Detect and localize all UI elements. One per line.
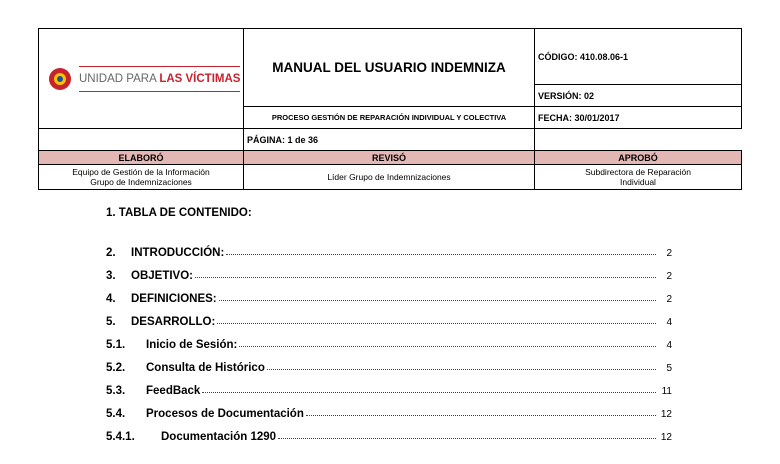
toc-entry[interactable] [106, 351, 672, 374]
toc-entry-page: 12 [660, 409, 672, 420]
toc-dot-leader [226, 254, 656, 255]
colombia-seal-icon [49, 68, 71, 90]
toc-entry-page: 12 [660, 432, 672, 443]
toc-entry-page: 2 [666, 271, 672, 282]
process-name: PROCESO GESTIÓN DE REPARACIÓN INDIVIDUAL Y COLECTIVA [271, 113, 507, 122]
elaboro-value [39, 165, 244, 190]
signature-values-row [39, 165, 742, 190]
process-cell [244, 107, 535, 129]
logo-prefix: UNIDAD PARA [79, 72, 160, 85]
logo-cell [39, 29, 244, 129]
toc-entry-number: 5.1. [106, 339, 126, 351]
toc-entry[interactable] [106, 236, 672, 259]
toc-entry[interactable] [106, 305, 672, 328]
aprobo-value [535, 165, 742, 190]
toc-entry-number: 4. [106, 293, 116, 305]
logo-strong: LAS VÍCTIMAS [159, 72, 241, 85]
toc-dot-leader [219, 300, 656, 301]
toc-entry-page: 11 [661, 386, 672, 397]
toc-entry-title: DEFINICIONES: [131, 293, 217, 305]
toc-entry[interactable] [106, 259, 672, 282]
title-cell [244, 29, 535, 107]
unidad-victimas-logo [39, 66, 243, 92]
toc-entry-page: 5 [666, 363, 672, 374]
elaboro-line-1: Equipo de Gestión de la Información [72, 167, 210, 177]
document-header-table [38, 28, 742, 190]
toc-entry-number: 5.4. [106, 408, 126, 420]
toc-entry-number: 5. [106, 316, 116, 328]
elaboro-label: ELABORÓ [39, 151, 244, 165]
toc-dot-leader [239, 346, 656, 347]
toc-entry[interactable] [106, 420, 672, 443]
logo-cell-bottom [39, 129, 244, 151]
toc-entry[interactable] [106, 374, 672, 397]
version-cell: VERSIÓN: 02 [535, 85, 742, 107]
aprobo-label: APROBÓ [535, 151, 742, 165]
toc-entry-number: 5.3. [106, 385, 126, 397]
toc-entry-title: FeedBack [146, 385, 201, 397]
toc-entry-title: Consulta de Histórico [146, 362, 265, 374]
fecha-cell: FECHA: 30/01/2017 [535, 107, 742, 129]
aprobo-line-2: Individual [620, 177, 656, 187]
document-title: MANUAL DEL USUARIO INDEMNIZA [272, 59, 506, 75]
toc-entry-page: 4 [666, 340, 672, 351]
toc-heading: 1. TABLA DE CONTENIDO: [106, 207, 252, 219]
toc-entry-number: 3. [106, 270, 116, 282]
logo-text [79, 66, 240, 92]
toc-dot-leader [195, 277, 656, 278]
toc-entry-page: 2 [666, 248, 672, 259]
toc-entry-title: DESARROLLO: [131, 316, 216, 328]
table-of-contents [106, 236, 672, 443]
signature-header-row [39, 151, 742, 165]
toc-entry[interactable] [106, 282, 672, 305]
toc-entry-title: INTRODUCCIÓN: [131, 247, 225, 259]
toc-entry-title: OBJETIVO: [131, 270, 193, 282]
toc-entry-title: Documentación 1290 [161, 431, 277, 443]
toc-entry-title: Inicio de Sesión: [146, 339, 238, 351]
pagina-cell: PÁGINA: 1 de 36 [244, 129, 535, 151]
toc-dot-leader [278, 438, 656, 439]
toc-entry[interactable] [106, 397, 672, 420]
toc-dot-leader [306, 415, 656, 416]
aprobo-line-1: Subdirectora de Reparación [585, 167, 691, 177]
reviso-value: Líder Grupo de Indemnizaciones [244, 165, 535, 190]
toc-entry-page: 2 [666, 294, 672, 305]
toc-entry[interactable] [106, 328, 672, 351]
toc-entry-number: 2. [106, 247, 116, 259]
toc-dot-leader [202, 392, 656, 393]
toc-entry-page: 4 [666, 317, 672, 328]
reviso-label: REVISÓ [244, 151, 535, 165]
toc-dot-leader [267, 369, 656, 370]
toc-entry-number: 5.4.1. [106, 431, 135, 443]
toc-entry-number: 5.2. [106, 362, 126, 374]
elaboro-line-2: Grupo de Indemnizaciones [90, 177, 192, 187]
toc-entry-title: Procesos de Documentación [146, 408, 304, 420]
codigo-cell: CÓDIGO: 410.08.06-1 [535, 29, 742, 85]
toc-dot-leader [217, 323, 656, 324]
